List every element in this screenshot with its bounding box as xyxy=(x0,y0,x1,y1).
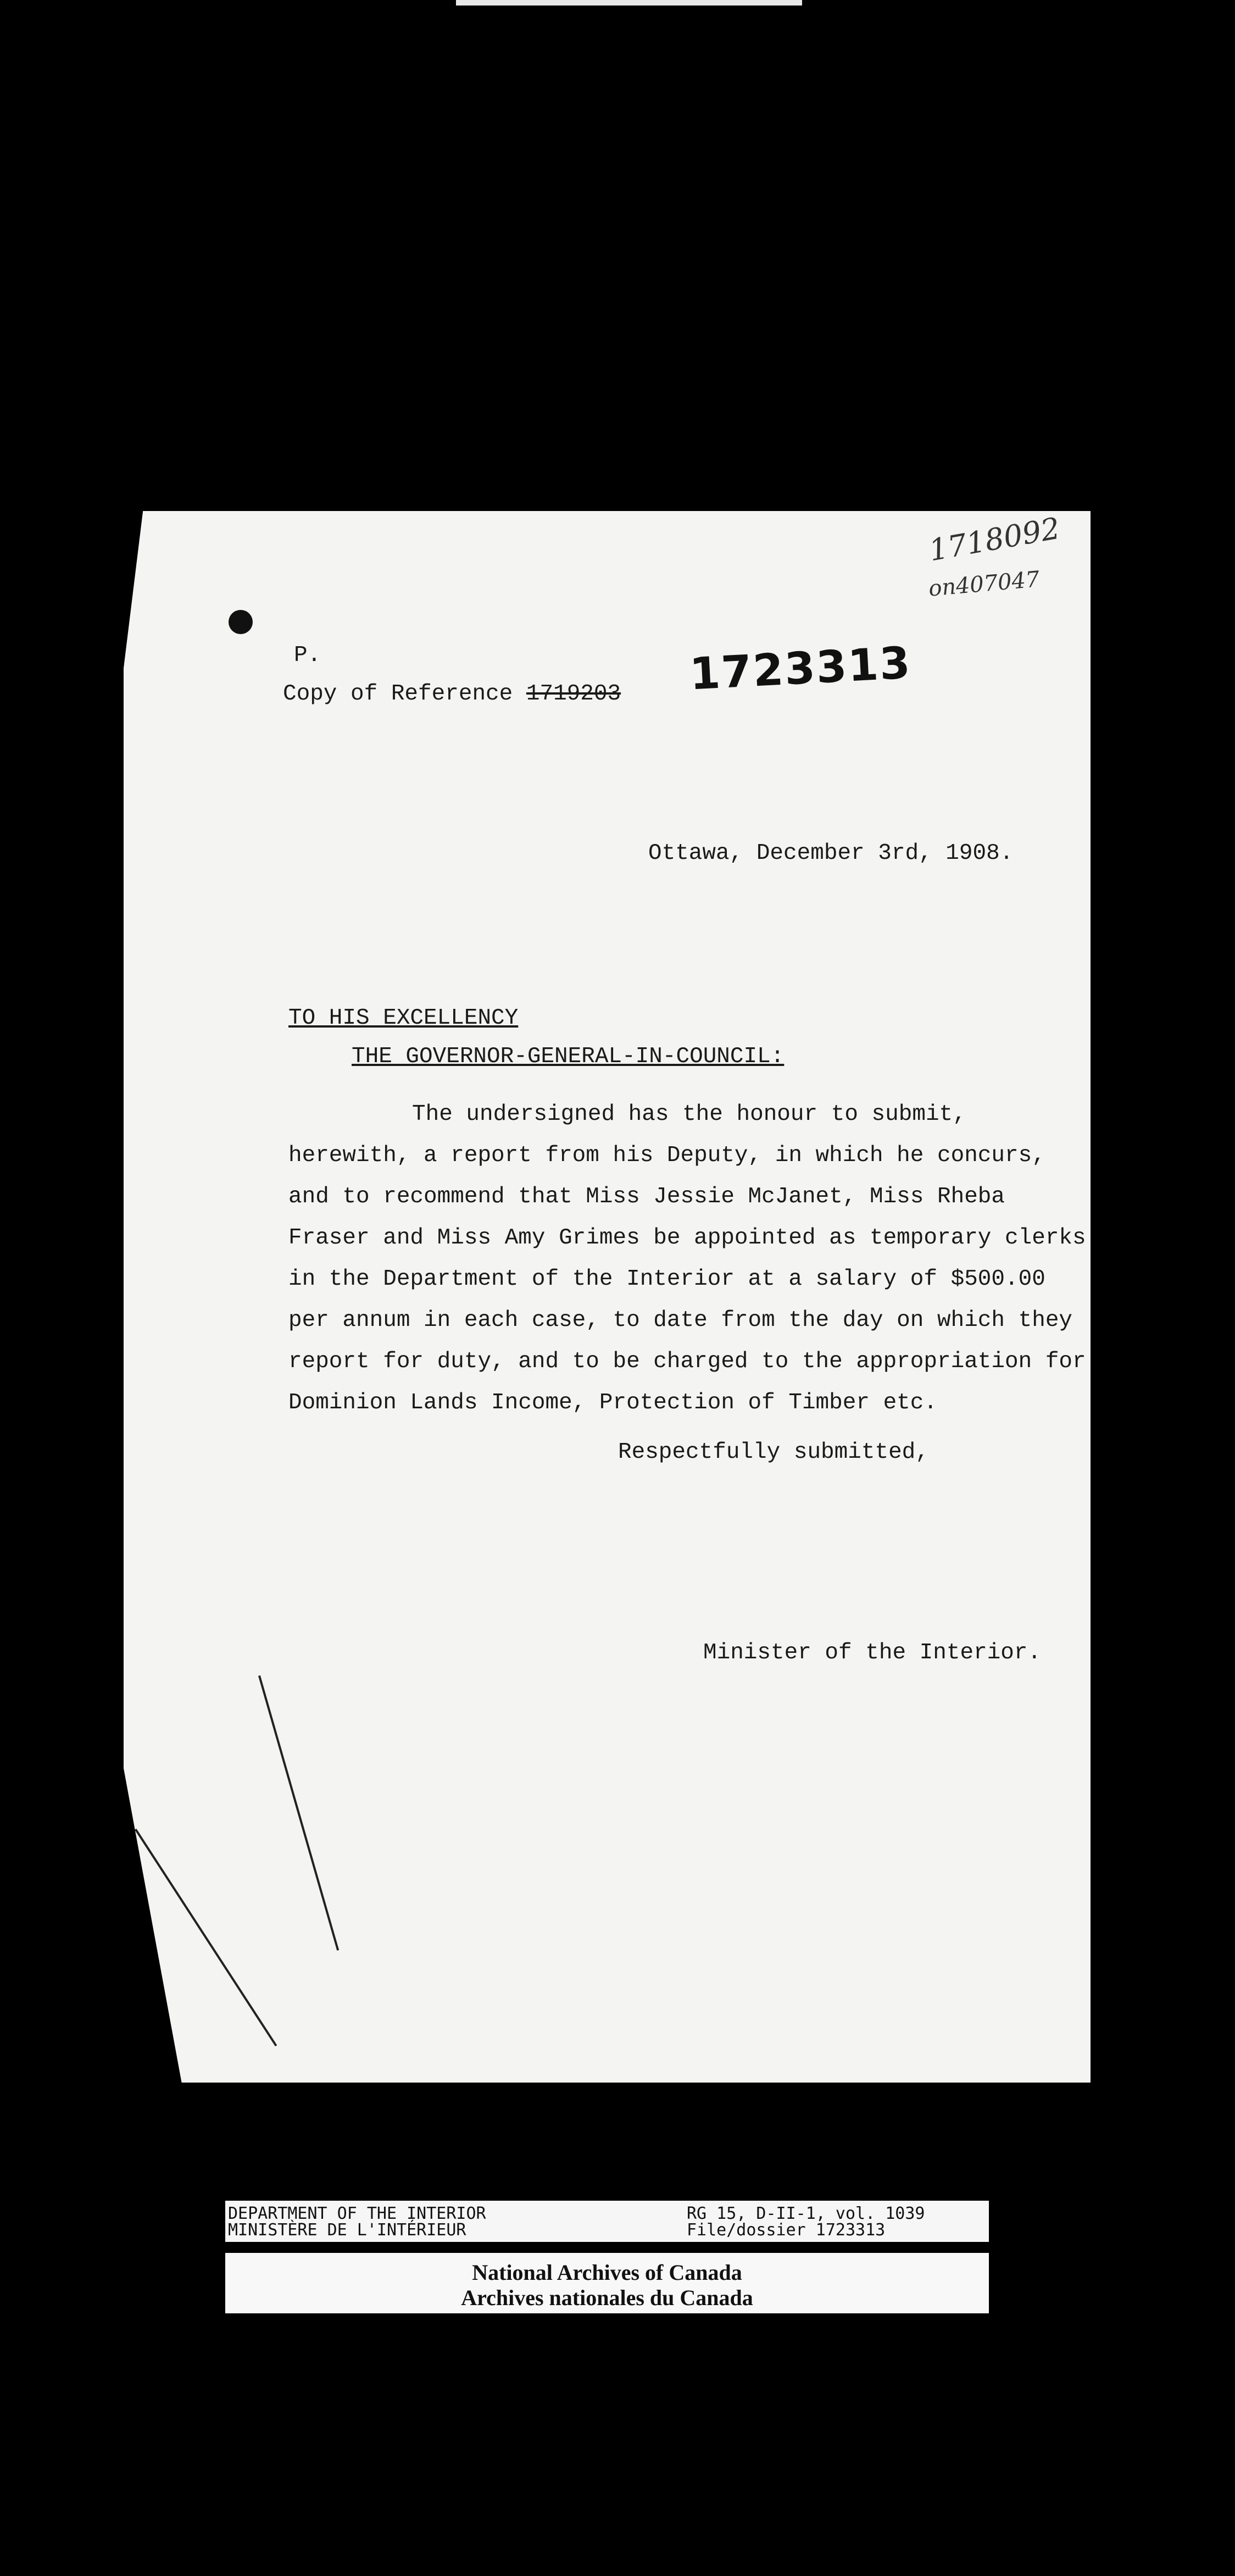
salutation: THE GOVERNOR-GENERAL-IN-COUNCIL: xyxy=(352,1044,785,1069)
copy-ref-prefix: Copy of Reference xyxy=(283,681,513,707)
body-line: and to recommend that Miss Jessie McJanet, Miss Rheba xyxy=(288,1184,1005,1209)
department-name-fr: MINISTÈRE DE L'INTÉRIEUR xyxy=(228,2220,466,2240)
handwritten-reference: on407047 xyxy=(927,567,1041,602)
file-dossier-number: File/dossier 1723313 xyxy=(687,2220,886,2240)
signature-title: Minister of the Interior. xyxy=(703,1640,1042,1665)
salutation: TO HIS EXCELLENCY xyxy=(288,1006,519,1031)
archive-name-label xyxy=(225,2253,989,2313)
copy-of-reference xyxy=(283,681,621,707)
film-edge-strip xyxy=(456,0,802,5)
handwritten-reference: 1718092 xyxy=(926,510,1063,568)
archive-reference-label xyxy=(225,2201,989,2242)
dateline: Ottawa, December 3rd, 1908. xyxy=(648,841,1014,866)
body-line: per annum in each case, to date from the day on which they xyxy=(288,1308,1073,1333)
struck-reference: 1719203 xyxy=(526,681,621,707)
closing: Respectfully submitted, xyxy=(618,1440,929,1465)
body-line: The undersigned has the honour to submit, xyxy=(412,1102,966,1127)
punch-hole xyxy=(229,610,253,634)
archive-name-en: National Archives of Canada xyxy=(472,2260,742,2285)
archive-name-fr: Archives nationales du Canada xyxy=(461,2285,753,2310)
body-line: Fraser and Miss Amy Grimes be appointed as temporary clerks xyxy=(288,1225,1086,1251)
initial-letter: P. xyxy=(294,643,321,668)
department-name-en: DEPARTMENT OF THE INTERIOR xyxy=(228,2204,486,2223)
body-line: Dominion Lands Income, Protection of Timber etc. xyxy=(288,1390,937,1415)
body-line: report for duty, and to be charged to the appropriation for xyxy=(288,1349,1086,1374)
file-number-stamp: 1723313 xyxy=(688,637,913,700)
document-page xyxy=(124,511,1091,2083)
record-group-reference: RG 15, D-II-1, vol. 1039 xyxy=(687,2204,925,2223)
body-line: in the Department of the Interior at a salary of $500.00 xyxy=(288,1267,1045,1292)
body-line: herewith, a report from his Deputy, in which he concurs, xyxy=(288,1143,1045,1168)
